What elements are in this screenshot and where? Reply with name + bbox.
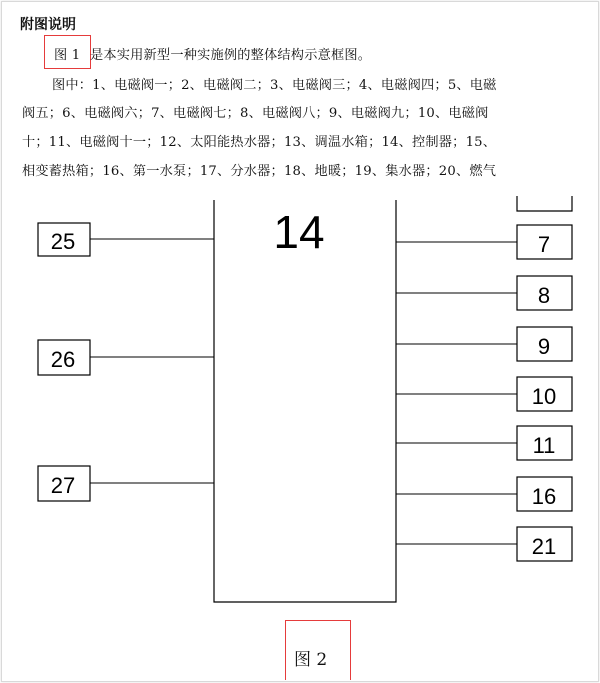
right-box-8 [396, 276, 572, 310]
paragraph-line-2: 图中：1、电磁阀一；2、电磁阀二；3、电磁阀三；4、电磁阀四；5、电磁 [52, 78, 497, 93]
right-box-21 [396, 527, 572, 561]
right-box-16 [396, 477, 572, 511]
right-box-label: 10 [531, 384, 557, 409]
figure-1-label: 图 1 [54, 48, 81, 63]
right-box-9 [396, 327, 572, 361]
partial-box-top [517, 196, 572, 211]
left-box-label: 27 [50, 473, 76, 498]
paragraph-line-3: 阀五；6、电磁阀六；7、电磁阀七；8、电磁阀八；9、电磁阀九；10、电磁阀 [22, 106, 489, 121]
right-box-label: 16 [531, 484, 557, 509]
right-box-label: 9 [537, 334, 551, 359]
right-box-label: 8 [537, 283, 551, 308]
paragraph-line-4: 十；11、电磁阀十一；12、太阳能热水器；13、调温水箱；14、控制器；15、 [22, 135, 497, 150]
left-box-26 [38, 340, 214, 375]
right-box-7 [396, 225, 572, 259]
left-box-27 [38, 466, 214, 501]
right-box-10 [396, 377, 572, 411]
right-box-label: 21 [531, 534, 557, 559]
paragraph-line-1: 是本实用新型一种实施例的整体结构示意框图。 [90, 48, 372, 63]
paragraph-line-5: 相变蓄热箱；16、第一水泵；17、分水器；18、地暖；19、集水器；20、燃气 [22, 164, 497, 179]
left-box-label: 26 [50, 347, 76, 372]
left-box-label: 25 [50, 229, 76, 254]
section-heading: 附图说明 [20, 17, 76, 33]
left-box-25 [38, 223, 214, 256]
right-box-label: 11 [532, 433, 556, 458]
controller-block [214, 200, 396, 602]
figure-2-caption: 图 2 [294, 650, 328, 670]
right-box-label: 7 [537, 232, 551, 257]
controller-label: 14 [273, 206, 325, 258]
block-diagram [0, 195, 600, 615]
right-box-11 [396, 426, 572, 460]
